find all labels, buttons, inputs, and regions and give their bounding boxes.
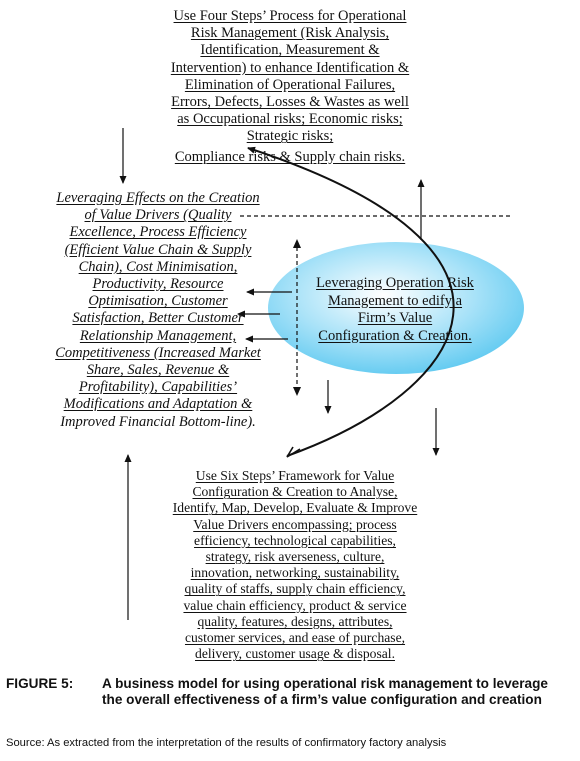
bottom-line: innovation, networking, sustainability, xyxy=(190,565,400,581)
top-line: Risk Management (Risk Analysis, xyxy=(190,25,390,42)
ellipse-label xyxy=(300,275,490,345)
left-line: Satisfaction, Better Customer xyxy=(72,310,244,327)
source-note: Source: As extracted from the interpretation of the results of confirmatory factory analysis xyxy=(6,737,447,749)
dashed-arrow-head-down xyxy=(293,387,301,396)
ellipse-line: Leveraging Operation Risk xyxy=(316,275,474,291)
bottom-line: efficiency, technological capabilities, xyxy=(194,532,396,548)
left-line: Profitability), Capabilities’ xyxy=(78,379,238,396)
left-line: of Value Drivers (Quality xyxy=(84,207,232,224)
top-line: Compliance risks & Supply chain risks. xyxy=(174,148,406,165)
bottom-line: Identify, Map, Develop, Evaluate & Improve xyxy=(172,500,418,516)
top-line: as Occupational risks; Economic risks; xyxy=(177,111,403,128)
bottom-block-six-steps xyxy=(145,468,445,662)
left-line: (Efficient Value Chain & Supply xyxy=(64,241,252,258)
caption-label: FIGURE 5: xyxy=(6,676,74,691)
bottom-line: Use Six Steps’ Framework for Value xyxy=(195,468,395,483)
left-line: Modifications and Adaptation & xyxy=(63,396,253,413)
top-line: Use Four Steps’ Process for Operational xyxy=(173,8,407,24)
top-line: Identification, Measurement & xyxy=(200,42,380,59)
bottom-line: value chain efficiency, product & service xyxy=(183,597,407,613)
top-line: Strategic risks; xyxy=(246,128,334,145)
top-line: Intervention) to enhance Identification & xyxy=(170,59,410,76)
left-block-value-drivers xyxy=(28,190,288,431)
ellipse-line: Management to edify a xyxy=(327,292,463,309)
caption-text: A business model for using operational risk management to leverage the overall effectiveness of a firm’s value configuration and creation xyxy=(102,676,548,707)
left-line: Chain), Cost Minimisation, xyxy=(78,258,238,275)
bottom-line: customer services, and ease of purchase, xyxy=(184,630,406,646)
bottom-line: strategy, risk averseness, culture, xyxy=(205,549,385,565)
bottom-line: Value Drivers encompassing; process xyxy=(193,516,397,532)
ellipse-line: Firm’s Value xyxy=(357,310,433,326)
top-line: Elimination of Operational Failures, xyxy=(184,76,396,93)
top-line: Errors, Defects, Losses & Wastes as well xyxy=(171,94,409,111)
left-line: Productivity, Resource xyxy=(92,276,224,293)
ellipse-line: Configuration & Creation. xyxy=(318,327,472,344)
left-line: Excellence, Process Efficiency xyxy=(69,224,247,241)
bottom-line: Configuration & Creation to Analyse, xyxy=(192,484,398,500)
dashed-arrow-head-up xyxy=(293,239,301,248)
left-line: Competitiveness (Increased Market xyxy=(55,344,261,361)
left-line: Optimisation, Customer xyxy=(88,293,228,310)
left-line: Improved Financial Bottom-line). xyxy=(60,413,256,430)
bottom-line: quality, features, designs, attributes, xyxy=(197,613,393,629)
bottom-line: delivery, customer usage & disposal. xyxy=(195,646,395,662)
top-block-four-steps xyxy=(140,8,440,166)
left-line: Leveraging Effects on the Creation xyxy=(56,190,260,206)
left-line: Share, Sales, Revenue & xyxy=(86,362,230,379)
bottom-line: quality of staffs, supply chain efficiency, xyxy=(184,581,406,597)
left-line: Relationship Management, xyxy=(79,327,237,344)
